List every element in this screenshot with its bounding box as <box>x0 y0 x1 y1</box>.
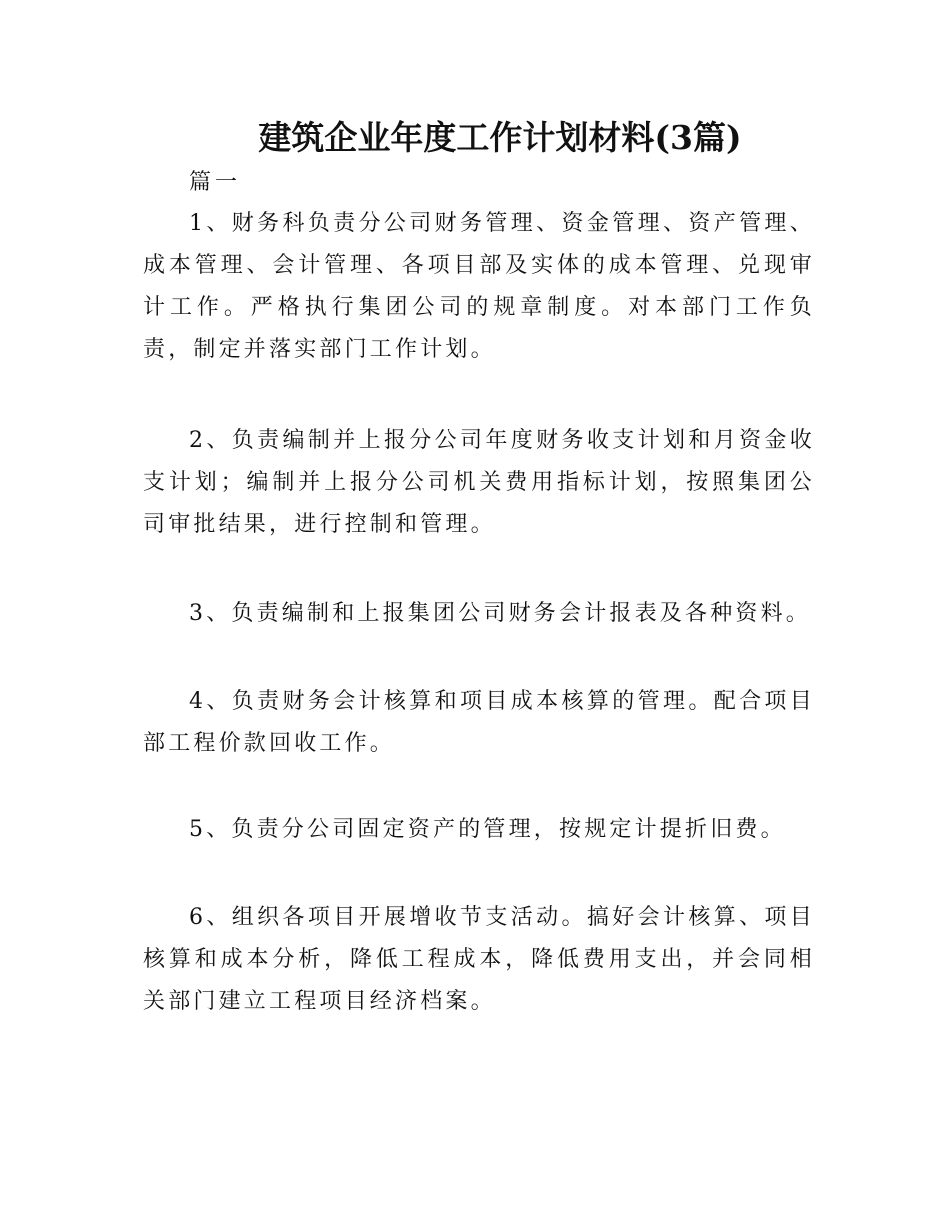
paragraph-4: 4、负责财务会计核算和项目成本核算的管理。配合项目部工程价款回收工作。 <box>143 689 815 756</box>
document-title: 建筑企业年度工作计划材料(3篇) <box>258 118 742 157</box>
paragraph-6: 6、组织各项目开展增收节支活动。搞好会计核算、项目核算和成本分析，降低工程成本，降低费用支出，并会同相关部门建立工程项目经济档案。 <box>143 905 815 1014</box>
paragraph-3: 3、负责编制和上报集团公司财务会计报表及各种资料。 <box>189 601 811 626</box>
paragraph-1: 1、财务科负责分公司财务管理、资金管理、资产管理、成本管理、会计管理、各项目部及实体的成本管理、兑现审计工作。严格执行集团公司的规章制度。对本部门工作负责，制定并落实部门工作计划。 <box>143 211 815 362</box>
section-label: 篇一 <box>189 170 242 195</box>
paragraph-2: 2、负责编制并上报分公司年度财务收支计划和月资金收支计划；编制并上报分公司机关费用指标计划，按照集团公司审批结果，进行控制和管理。 <box>143 428 815 537</box>
paragraph-5: 5、负责分公司固定资产的管理，按规定计提折旧费。 <box>189 817 786 842</box>
